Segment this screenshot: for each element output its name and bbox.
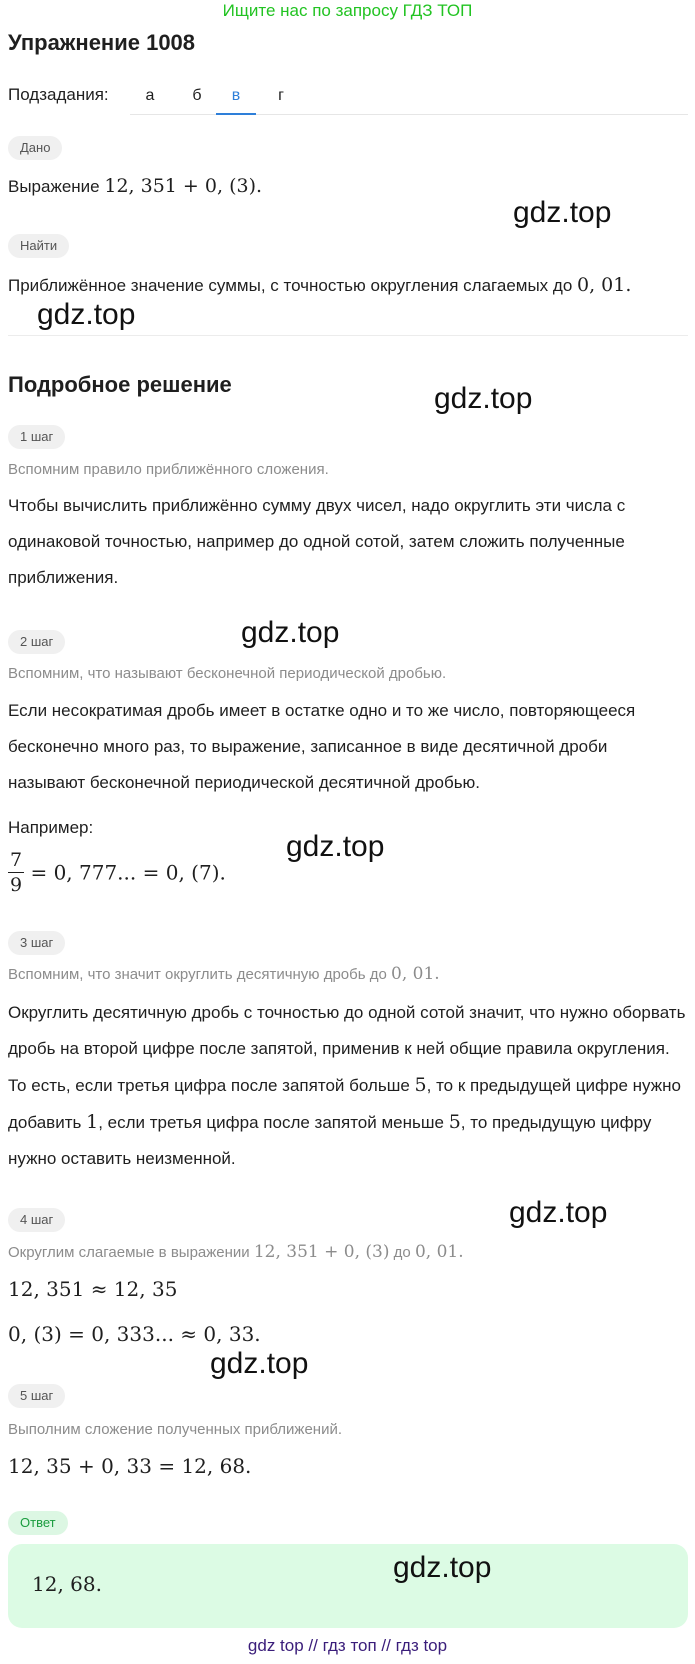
answer-chip: Ответ bbox=[8, 1511, 68, 1535]
find-text bbox=[8, 273, 631, 298]
given-chip: Дано bbox=[8, 136, 62, 160]
given-expression: 12, 351 + 0, (3). bbox=[104, 175, 263, 197]
step3-text-2: , то к предыдущей цифре нужно добавить bbox=[8, 1076, 681, 1132]
step3-hint-math: 0, 01. bbox=[391, 964, 440, 984]
step4-hint-math-1: 12, 351 + 0, (3) bbox=[253, 1242, 390, 1262]
step3-hint bbox=[8, 964, 440, 985]
step3-text bbox=[8, 995, 688, 1177]
step4-hint bbox=[8, 1242, 464, 1263]
given-text bbox=[8, 174, 262, 199]
step3-text-1: Округлить десятичную дробь с точностью до одной сотой значит, что нужно оборвать дробь на второй цифре после запятой, применив к ней общие правила округления. То есть, если третья цифра после запятой больше bbox=[8, 1003, 686, 1095]
example-rest: = 0, 777... = 0, (7). bbox=[30, 860, 226, 885]
step3-chip: 3 шаг bbox=[8, 931, 65, 955]
watermark: gdz.top bbox=[286, 830, 385, 863]
tab-g[interactable]: г bbox=[278, 87, 284, 104]
solution-title: Подробное решение bbox=[8, 372, 232, 397]
watermark: gdz.top bbox=[434, 382, 533, 415]
tab-a[interactable]: а bbox=[145, 87, 155, 104]
answer-box bbox=[8, 1544, 688, 1628]
step4-hint-b: до bbox=[393, 1244, 411, 1261]
step3-hint-text: Вспомним, что значит округлить десятичную дробь до bbox=[8, 966, 387, 983]
step4-hint-math-2: 0, 01. bbox=[414, 1242, 464, 1262]
answer-value: 12, 68. bbox=[32, 1572, 102, 1596]
tab-v[interactable]: в bbox=[216, 80, 256, 115]
step1-chip: 1 шаг bbox=[8, 425, 65, 449]
given-label: Выражение bbox=[8, 177, 100, 196]
page-title: Упражнение 1008 bbox=[8, 30, 196, 55]
watermark: gdz.top bbox=[37, 298, 136, 331]
step2-hint: Вспомним, что называют бесконечной периодической дробью. bbox=[8, 665, 447, 682]
step4-line-1: 12, 351 ≈ 12, 35 bbox=[8, 1277, 178, 1301]
divider bbox=[8, 335, 688, 336]
watermark: gdz.top bbox=[210, 1347, 309, 1380]
fraction-numerator: 7 bbox=[10, 849, 23, 871]
step2-text: Если несократимая дробь имеет в остатке одно и то же число, повторяющееся бесконечно много раз, то выражение, записанное в виде десятичной дроби называют бесконечной периодической десятичной дробью. bbox=[8, 701, 636, 792]
step3-math-1: 5 bbox=[414, 1074, 427, 1096]
watermark: gdz.top bbox=[509, 1196, 608, 1229]
example-formula bbox=[8, 848, 226, 897]
step4-hint-a: Округлим слагаемые в выражении bbox=[8, 1244, 250, 1261]
find-chip: Найти bbox=[8, 234, 69, 258]
watermark: gdz.top bbox=[513, 196, 612, 229]
step1-text: Чтобы вычислить приближённо сумму двух чисел, надо округлить эти числа с одинаковой точностью, например до одной сотой, затем сложить полученные приближения. bbox=[8, 496, 626, 587]
top-banner[interactable]: Ищите нас по запросу ГДЗ ТОП bbox=[222, 1, 473, 20]
step3-math-3: 5 bbox=[448, 1111, 461, 1133]
step5-chip: 5 шаг bbox=[8, 1384, 65, 1408]
step3-math-2: 1 bbox=[86, 1111, 99, 1133]
subtasks-label: Подзадания: bbox=[8, 85, 109, 104]
step3-text-4: , то предыдущую цифру нужно оставить неизменной. bbox=[8, 1113, 652, 1168]
fraction-denominator: 9 bbox=[10, 874, 23, 896]
step4-chip: 4 шаг bbox=[8, 1208, 65, 1232]
subtask-tabs bbox=[130, 80, 688, 115]
fraction bbox=[8, 848, 24, 897]
find-label: Приближённое значение суммы, с точностью округления слагаемых до bbox=[8, 276, 573, 295]
step4-line-2: 0, (3) = 0, 333... ≈ 0, 33. bbox=[8, 1322, 261, 1346]
footer-links[interactable]: gdz top // гдз топ // гдз top bbox=[247, 1636, 448, 1655]
find-math: 0, 01. bbox=[577, 274, 632, 296]
tab-b[interactable]: б bbox=[192, 87, 202, 104]
step5-line: 12, 35 + 0, 33 = 12, 68. bbox=[8, 1454, 252, 1478]
step3-text-3: , если третья цифра после запятой меньше bbox=[98, 1113, 444, 1132]
example-label: Например: bbox=[8, 818, 94, 837]
step5-hint: Выполним сложение полученных приближений. bbox=[8, 1421, 342, 1438]
watermark: gdz.top bbox=[241, 616, 340, 649]
step2-chip: 2 шаг bbox=[8, 630, 65, 654]
step1-hint: Вспомним правило приближённого сложения. bbox=[8, 461, 329, 478]
watermark: gdz.top bbox=[393, 1551, 492, 1584]
